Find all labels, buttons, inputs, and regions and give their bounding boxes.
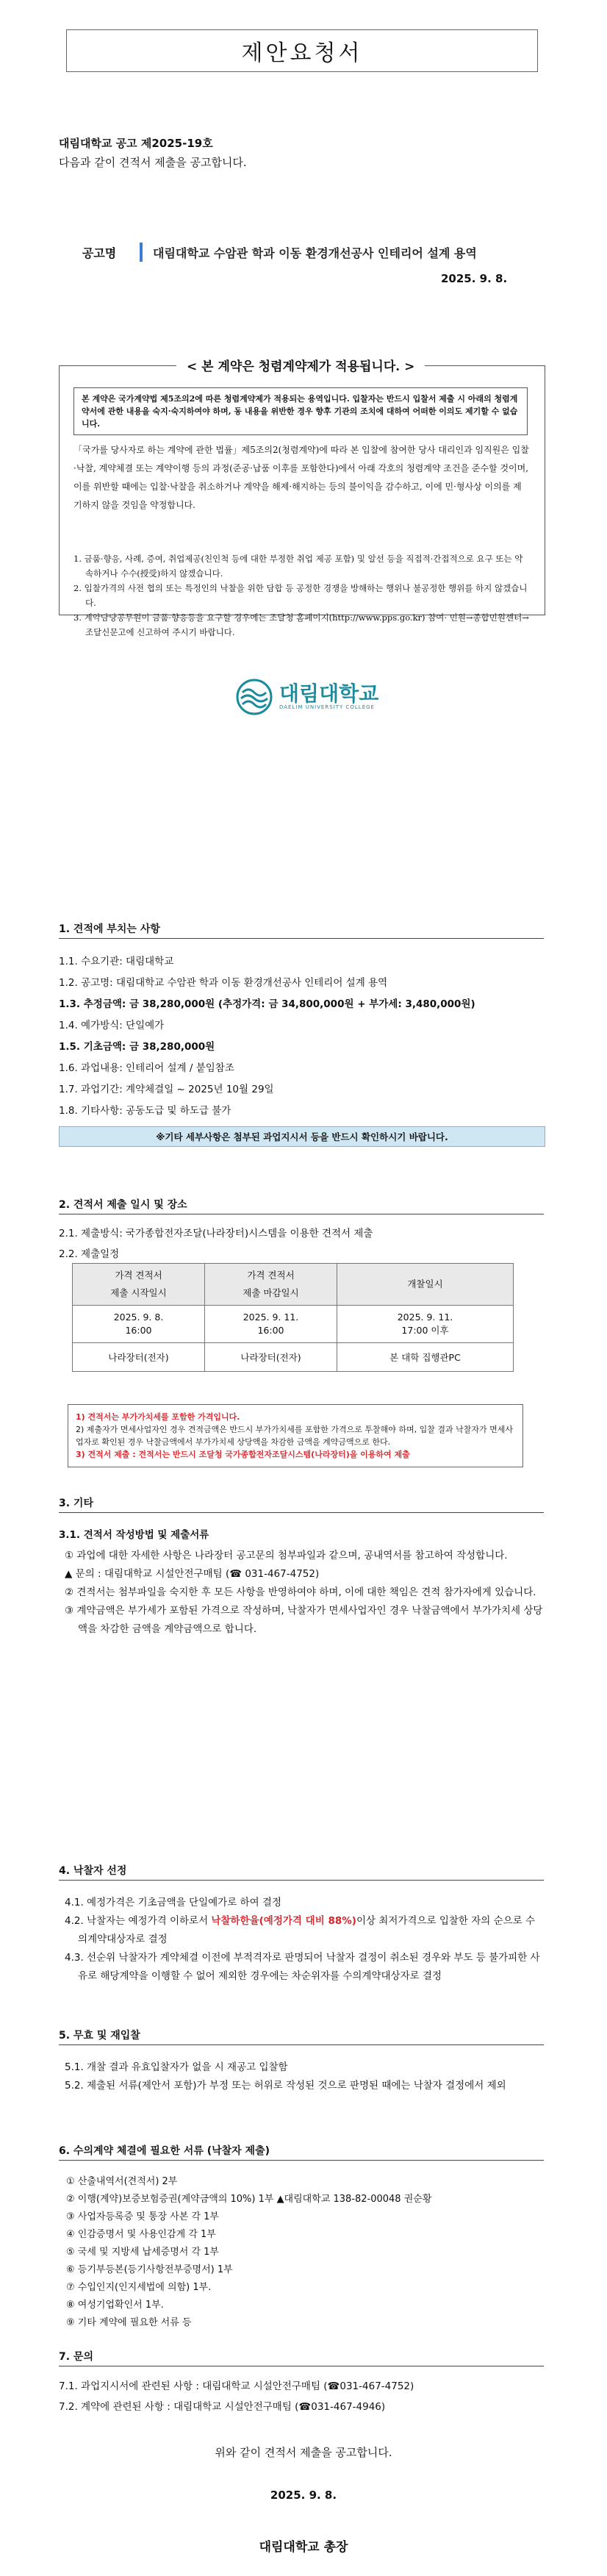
- table-cell: 2025. 9. 8. 16:00: [73, 1306, 205, 1343]
- signer: 대림대학교 총장: [259, 2540, 348, 2555]
- closing-text: 위와 같이 견적서 제출을 공고합니다.: [215, 2446, 392, 2459]
- daelim-wave-icon: [235, 678, 273, 716]
- integrity-contract-paragraph: 「국가를 당사자로 하는 계약에 관한 법률」제5조의2(청렴계약)에 따라 본 입찰에 참여한 당사 대리인과 임직원은 입찰·낙찰, 계약체결 또는 계약이행 등의 과정(준공·납품 이후를 포함한다)에서 아래 각호의 청렴계약 조건을 준수할 것이며, 이를 위반할 때에는 입찰·낙찰을 취소하거나 계약을 해제·해지하는 등의 불이익을 감수하고, 이에 민·형사상 이의를 제기하지 않을 것임을 약정합니다.: [73, 445, 529, 510]
- list-item: 5.1. 개찰 결과 유효입찰자가 없을 시 재공고 입찰함: [65, 2061, 288, 2073]
- section5-list: [59, 2058, 544, 2095]
- list-item: 1.7. 과업기간: 계약체결일 ~ 2025년 10월 29일: [59, 1084, 274, 1095]
- list-item: 1.5. 기초금액: 금 38,280,000원: [59, 1041, 215, 1053]
- list-item: 1.3. 추정금액: 금 38,280,000원 (추정가격: 금 34,800,000원 + 부가세: 3,480,000원): [59, 998, 475, 1010]
- section3-divider: [59, 1512, 544, 1513]
- notice-date: 2025. 9. 8.: [441, 272, 508, 285]
- lower-limit-rate: 낙찰하한율(예정가격 대비 88%): [211, 1915, 356, 1927]
- section3-title: 3. 기타: [59, 1498, 93, 1509]
- text: 이상 최저가격으로 입찰한 자의 순으로 수의계약대상자로 결정: [78, 1915, 536, 1945]
- list-item: ⑦ 수입인지(인지세법에 의함) 1부.: [66, 2282, 212, 2293]
- list-item: 1.4. 예가방식: 단일예가: [59, 1020, 165, 1031]
- contract-item: 3. 계약담당공무원이 금품·향응등을 요구할 경우에는 조달청 홈페이지(http://www.pps.go.kr) 참여· 민원→종합민원센터→조달신문고에 신고하여 주시기 바랍니다.: [73, 612, 529, 637]
- section6-divider: [59, 2160, 544, 2161]
- notice-name-row: [59, 243, 544, 262]
- list-item: 4.1. 예정가격은 기초금액을 단일예가로 하여 결정: [65, 1897, 281, 1908]
- warning-item: 3) 견적서 제출 : 견적서는 반드시 조달청 국가종합전자조달시스템(나라장터)을 이용하여 제출: [76, 1450, 410, 1459]
- section4-title: 4. 낙찰자 선정: [59, 1865, 127, 1877]
- list-item: ② 이행(계약)보증보험증권(계약금액의 10%) 1부 ▲대림대학교 138-82-00048 권순황: [66, 2194, 432, 2205]
- accent-bar: [140, 243, 143, 262]
- section4-list: [59, 1894, 544, 1986]
- section7-list: [59, 2379, 544, 2414]
- section2-title: 2. 견적서 제출 일시 및 장소: [59, 1199, 187, 1211]
- notice-name-label: 공고명: [82, 246, 117, 260]
- list-item: ⑤ 국세 및 지방세 납세증명서 각 1부: [66, 2247, 219, 2258]
- list-item: 7.1. 과업지시서에 관련된 사항 : 대림대학교 시설안전구매팀 (☎031-467-4752): [59, 2380, 414, 2392]
- list-item: ② 견적서는 첨부파일을 숙지한 후 모든 사항을 반영하여야 하며, 이에 대한 책임은 견적 참가자에게 있습니다.: [65, 1586, 536, 1598]
- list-item: 1.8. 기타사항: 공동도급 및 하도급 불가: [59, 1105, 231, 1117]
- table-cell: 2025. 9. 11. 17:00 이후: [337, 1306, 514, 1343]
- table-cell: 나라장터(전자): [73, 1343, 205, 1372]
- list-item: ③ 사업자등록증 및 통장 사본 각 1부: [66, 2211, 219, 2222]
- table-header: 가격 견적서 제출 마감일시: [205, 1264, 337, 1306]
- section5-divider: [59, 2044, 544, 2045]
- section3-subtitle: 3.1. 견적서 작성방법 및 제출서류: [59, 1529, 209, 1541]
- list-item: ① 과업에 대한 자세한 사항은 나라장터 공고문의 첨부파일과 같으며, 공내역서를 참고하여 작성합니다.: [65, 1550, 508, 1561]
- integrity-contract-title: < 본 계약은 청렴계약제가 적용됩니다. >: [176, 356, 425, 374]
- text: 4.2. 낙찰자는 예정가격 이하로서: [65, 1915, 212, 1927]
- list-item: ① 산출내역서(견적서) 2부: [66, 2176, 178, 2187]
- info-bar: ※기타 세부사항은 첨부된 과업지시서 등을 반드시 확인하시기 바랍니다.: [59, 1126, 545, 1147]
- section7-title: 7. 문의: [59, 2351, 93, 2363]
- table-cell: 나라장터(전자): [205, 1343, 337, 1372]
- integrity-contract-notice: 본 계약은 국가계약법 제5조의2에 따른 청렴계약제가 적용되는 용역입니다. 입찰자는 반드시 입찰서 제출 시 아래의 청렴계약서에 관한 내용을 숙지·숙지하여야 하며, 동 내용을 위반한 경우 향후 기관의 조치에 대하여 어떠한 이의도 제기할 수 없습니다.: [73, 387, 528, 435]
- list-item: 1.2. 공고명: 대림대학교 수암관 학과 이동 환경개선공사 인테리어 설계 용역: [59, 977, 388, 989]
- list-item: ⑧ 여성기업확인서 1부.: [66, 2300, 164, 2311]
- section1-list: [59, 954, 544, 1118]
- list-item: 2.1. 제출방식: 국가종합전자조달(나라장터)시스템을 이용한 견적서 제출: [59, 1228, 373, 1239]
- section1-divider: [59, 938, 544, 939]
- schedule-table: [72, 1263, 514, 1372]
- logo-name: 대림대학교: [279, 681, 379, 706]
- schedule-table-wrap: [72, 1263, 514, 1372]
- contract-item: 1. 금품·향응, 사례, 증여, 취업제공(친인척 등에 대한 부정한 취업 제공 포함) 및 알선 등을 직접적·간접적으로 요구 또는 약속하거나 수수(授受)하지 않겠습니다.: [73, 554, 523, 579]
- list-item: 2.2. 제출일정: [59, 1248, 120, 1260]
- table-header: 개찰일시: [337, 1264, 514, 1306]
- list-item: 1.6. 과업내용: 인테리어 설계 / 붙임참조: [59, 1062, 234, 1074]
- list-item: [59, 1912, 544, 1949]
- section2-list: [59, 1226, 373, 1262]
- table-cell: 2025. 9. 11. 16:00: [205, 1306, 337, 1343]
- integrity-contract-list: [73, 551, 529, 640]
- document-title: 제안요청서: [66, 29, 538, 72]
- list-item: 7.2. 계약에 관련된 사항 : 대림대학교 시설안전구매팀 (☎031-467-4946): [59, 2401, 386, 2413]
- university-logo: [235, 678, 378, 716]
- list-item: ④ 인감증명서 및 사용인감계 각 1부: [66, 2229, 216, 2240]
- section3-list: [59, 1547, 544, 1639]
- list-item: ▲ 문의 : 대림대학교 시설안전구매팀 (☎ 031-467-4752): [65, 1568, 320, 1580]
- table-header: 가격 견적서 제출 시작일시: [73, 1264, 205, 1306]
- section5-title: 5. 무효 및 재입찰: [59, 2030, 140, 2042]
- list-item: 1.1. 수요기관: 대림대학교: [59, 956, 174, 967]
- contract-item: 2. 입찰가격의 사전 협의 또는 특정인의 낙찰을 위한 담합 등 공정한 경쟁을 방해하는 행위나 불공정한 행위를 하지 않겠습니다.: [73, 583, 528, 608]
- table-cell: 본 대학 집행관PC: [337, 1343, 514, 1372]
- logo-english: DAELIM UNIVERSITY COLLEGE: [279, 704, 375, 710]
- list-item: ⑨ 기타 계약에 필요한 서류 등: [66, 2317, 192, 2328]
- section6-list: [66, 2173, 544, 2332]
- warning-item: 2) 제출자가 면세사업자인 경우 견적금액은 반드시 부가가치세를 포함한 가격으로 투찰해야 하며, 입찰 결과 낙찰자가 면세사업자로 확인된 경우 낙찰금액에서 부가가치세 상당액을 차감한 금액을 계약금액으로 한다.: [76, 1425, 514, 1447]
- warning-item: 1) 견적서는 부가가치세를 포함한 가격입니다.: [76, 1412, 240, 1422]
- notice-number: 대림대학교 공고 제2025-19호: [59, 137, 213, 150]
- list-item: ⑥ 등기부등본(등기사항전부증명서) 1부: [66, 2264, 233, 2275]
- list-item: 4.3. 선순위 낙찰자가 계약체결 이전에 부적격자로 판명되어 낙찰자 결정이 취소된 경우와 부도 등 불가피한 사유로 해당계약을 이행할 수 없어 제외한 경우에는 차순위자를 수의계약대상자로 결정: [65, 1952, 540, 1982]
- project-name: 대림대학교 수암관 학과 이동 환경개선공사 인테리어 설계 용역: [153, 246, 477, 260]
- intro-text: 다음과 같이 견적서 제출을 공고합니다.: [59, 156, 247, 169]
- list-item: 5.2. 제출된 서류(제안서 포함)가 부정 또는 허위로 작성된 것으로 판명된 때에는 낙찰자 결정에서 제외: [65, 2080, 506, 2092]
- warning-box: [68, 1404, 523, 1467]
- closing-date: 2025. 9. 8.: [270, 2489, 337, 2502]
- section1-title: 1. 견적에 부치는 사항: [59, 923, 160, 935]
- section4-divider: [59, 1880, 544, 1881]
- list-item: ③ 계약금액은 부가세가 포함된 가격으로 작성하며, 낙찰자가 면세사업자인 경우 낙찰금액에서 부가가치세 상당액을 차감한 금액을 계약금액으로 합니다.: [65, 1605, 543, 1635]
- section6-title: 6. 수의계약 체결에 필요한 서류 (낙찰자 제출): [59, 2145, 270, 2157]
